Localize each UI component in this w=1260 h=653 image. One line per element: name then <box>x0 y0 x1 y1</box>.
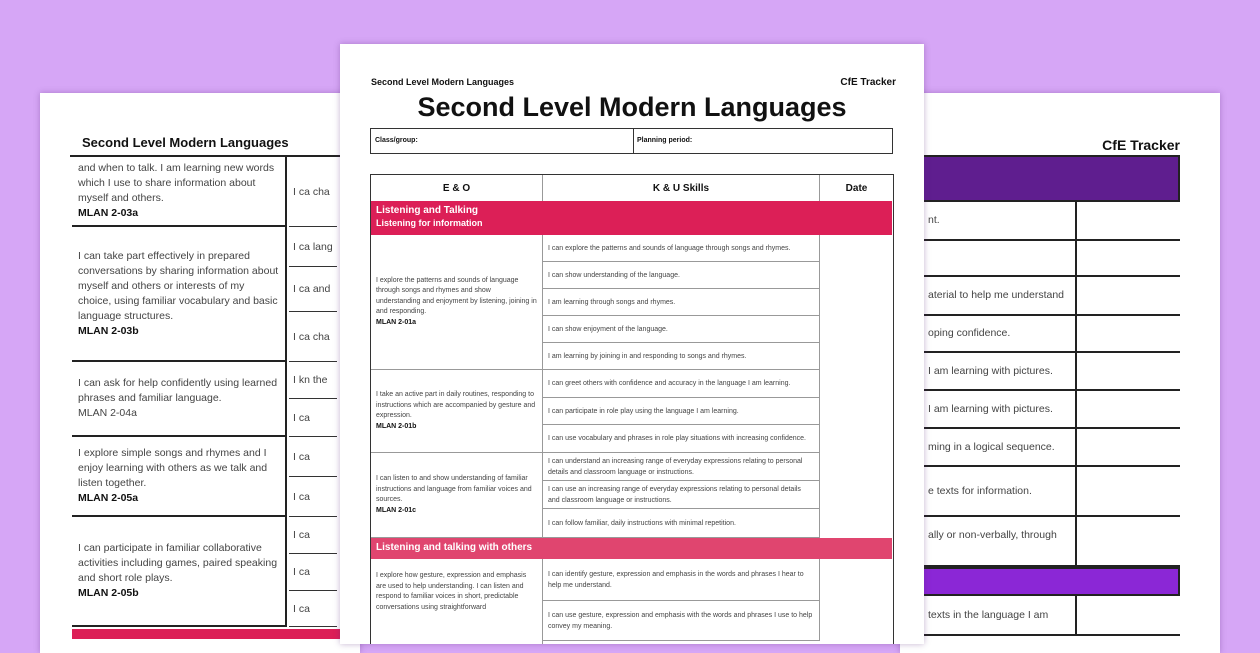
column-header: E & O <box>371 175 543 201</box>
left-page <box>40 93 360 653</box>
right-page <box>900 93 1220 653</box>
eo-text: I can participate in familiar collaborative activities including games, paired speaking and short role plays. <box>78 542 278 584</box>
eo-text: and when to talk. I am learning new words which I use to share information about myself and others. <box>78 162 275 204</box>
table-row <box>900 241 1180 277</box>
table-row <box>72 437 287 517</box>
section-subtitle: Listening for information <box>376 218 483 228</box>
skill-text: ming in a logical sequence. <box>900 429 1077 465</box>
eo-text: I explore simple songs and rhymes and I enjoy learning with others as we talk and listen together. <box>78 447 268 489</box>
eo-text: I explore the patterns and sounds of language through songs and rhymes and show understanding and enjoyment by listening, joining in and responding. <box>376 276 537 316</box>
skill-cell: I can explore the patterns and sounds of language through songs and rhymes. <box>543 235 820 262</box>
skill-cell: I can understand an increasing range of everyday expressions relating to personal details and classroom language or instructions. <box>543 453 820 481</box>
skill-fragment: I kn the <box>289 362 337 399</box>
eo-code: MLAN 2-04a <box>78 407 137 419</box>
skill-fragment: I ca cha <box>289 312 337 362</box>
eo-code: MLAN 2-05b <box>78 587 139 599</box>
info-box <box>370 128 893 154</box>
skill-fragment: I ca and <box>289 267 337 312</box>
planning-period-field[interactable]: Planning period: <box>637 137 693 144</box>
table-row <box>900 316 1180 353</box>
eo-text: I explore how gesture, expression and emphasis are used to help understanding. I can listen and respond to familiar voices in short, predictable conversations using straightforward <box>376 572 527 611</box>
skill-text: oping confidence. <box>900 316 1077 351</box>
eo-code: MLAN 2-01a <box>376 318 417 326</box>
eo-cell <box>371 453 543 538</box>
skill-fragment: I ca cha <box>289 157 337 227</box>
skill-fragment: I ca <box>289 554 337 591</box>
skill-cell: I can follow familiar, daily instructions with minimal repetition. <box>543 509 820 538</box>
skill-cell: I can use gesture, expression and emphasis with the words and phrases I use to help convey my meaning. <box>543 601 820 641</box>
skill-cell: I am learning by joining in and responding to songs and rhymes. <box>543 343 820 370</box>
table-row <box>72 227 287 362</box>
section-band <box>900 567 1180 596</box>
skill-fragment: I ca <box>289 477 337 517</box>
table-row <box>900 202 1180 241</box>
right-page-title: CfE Tracker <box>1102 137 1180 153</box>
skill-text: texts in the language I am <box>900 596 1077 634</box>
skill-text: I am learning with pictures. <box>900 353 1077 389</box>
skill-fragment: I ca <box>289 399 337 437</box>
eo-cell <box>371 370 543 453</box>
table-row <box>900 277 1180 316</box>
skill-cell: I can participate in role play using the language I am learning. <box>543 398 820 425</box>
skill-cell: I can show enjoyment of the language. <box>543 316 820 343</box>
eo-code: MLAN 2-03a <box>78 207 139 219</box>
eo-code: MLAN 2-03b <box>78 324 139 337</box>
skill-fragment: I ca lang <box>289 227 337 267</box>
skill-cell: I can identify gesture, expression and emphasis in the words and phrases I hear to help me understand. <box>543 559 820 601</box>
tracker-table <box>370 174 894 644</box>
eo-code: MLAN 2-01c <box>376 506 417 514</box>
skill-fragment: I ca <box>289 517 337 554</box>
column-header: K & U Skills <box>543 175 820 201</box>
eo-cell <box>371 235 543 370</box>
table-row <box>900 517 1180 567</box>
skill-text: e texts for information. <box>900 467 1077 515</box>
skill-cell: I am learning through songs and rhymes. <box>543 289 820 316</box>
section-band <box>371 201 892 235</box>
table-row <box>900 353 1180 391</box>
skill-cell: I can greet others with confidence and accuracy in the language I am learning. <box>543 370 820 398</box>
page-title: Second Level Modern Languages <box>417 92 847 122</box>
class-group-field[interactable]: Class/group: <box>375 137 418 144</box>
skill-text: I am learning with pictures. <box>900 391 1077 427</box>
table-row <box>900 596 1180 636</box>
section-title: Listening and Talking <box>376 205 479 216</box>
skill-text: ally or non-verbally, through <box>900 517 1077 565</box>
eo-text: I can take part effectively in prepared conversations by sharing information about myself and others or interests of my choice, using familiar vocabulary and basic language structures. <box>78 249 279 322</box>
main-page <box>340 44 924 644</box>
eo-text: I can listen to and show understanding of familiar instructions and language from familiar voices and sources. <box>376 475 532 503</box>
skill-fragment: I ca <box>289 591 337 627</box>
left-table <box>70 155 360 615</box>
section-band <box>371 538 892 559</box>
skill-cell: I can use vocabulary and phrases in role play situations with increasing confidence. <box>543 425 820 453</box>
section-header-band <box>900 155 1180 202</box>
info-box-divider <box>633 129 634 153</box>
eo-cell <box>371 559 543 644</box>
skill-cell: I can use an increasing range of everyday expressions relating to personal details and classroom language or instructions. <box>543 481 820 509</box>
skill-cell: I can show understanding of the language. <box>543 262 820 289</box>
eo-text: I take an active part in daily routines, responding to instructions which are accompanied by gesture and expression. <box>376 391 536 419</box>
left-page-title: Second Level Modern Languages <box>82 135 289 150</box>
column-header: Date <box>845 182 868 194</box>
skill-fragment: I ca <box>289 437 337 477</box>
section-title: Listening and talking with others <box>376 542 533 553</box>
table-row <box>72 157 287 227</box>
table-row <box>900 467 1180 517</box>
skill-text: nt. <box>900 202 1077 239</box>
header-left: Second Level Modern Languages <box>371 77 515 87</box>
table-row <box>900 391 1180 429</box>
skill-text: aterial to help me understand <box>900 277 1077 314</box>
header-right: CfE Tracker <box>840 77 896 88</box>
table-row <box>72 517 287 627</box>
skill-text <box>900 241 1077 275</box>
table-row <box>72 362 287 437</box>
table-row <box>900 429 1180 467</box>
eo-code: MLAN 2-01b <box>376 422 417 430</box>
eo-code: MLAN 2-05a <box>78 492 139 504</box>
section-band <box>72 629 360 639</box>
eo-text: I can ask for help confidently using learned phrases and familiar language. <box>78 377 278 404</box>
